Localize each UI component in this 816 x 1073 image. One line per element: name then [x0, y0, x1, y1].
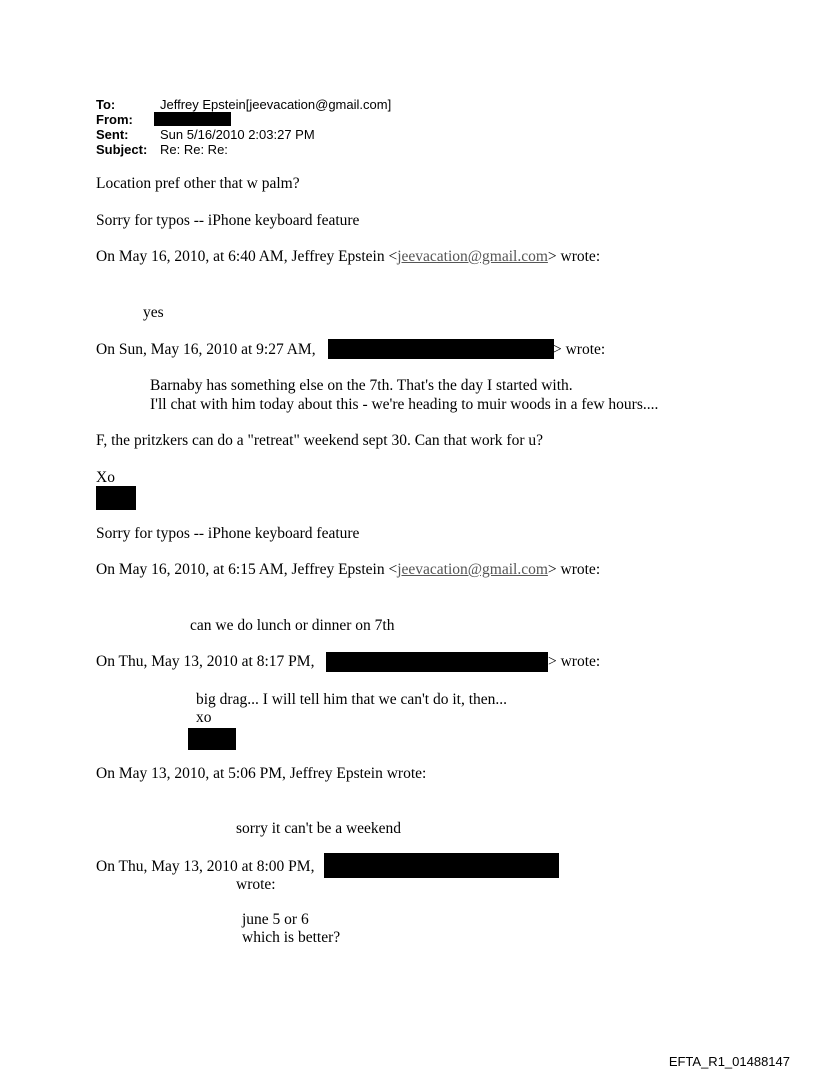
quote-header-6-wrote: wrote: — [236, 876, 276, 893]
quote-header-2-wrote: > wrote: — [553, 341, 606, 358]
subject-value: Re: Re: Re: — [160, 142, 228, 157]
body-line-xo-2: xo — [196, 709, 212, 726]
body-line-june-2: which is better? — [242, 929, 341, 946]
quote-header-2: On Sun, May 16, 2010 at 9:27 AM, — [96, 341, 316, 358]
body-line-sorry: sorry it can't be a weekend — [236, 820, 402, 837]
redaction-from — [154, 112, 231, 126]
email-link-1[interactable]: jeevacation@gmail.com — [397, 248, 548, 265]
sent-label: Sent: — [96, 127, 129, 142]
redaction-signature-1 — [96, 486, 136, 510]
redaction-sender-3 — [324, 853, 559, 878]
body-line-lunch: can we do lunch or dinner on 7th — [190, 617, 395, 634]
to-label: To: — [96, 97, 116, 112]
reply-yes: yes — [143, 304, 164, 321]
quote-header-5: On May 13, 2010, at 5:06 PM, Jeffrey Epstein wrote: — [96, 765, 427, 782]
quote-header-3 — [96, 560, 600, 579]
body-line-june-1: june 5 or 6 — [242, 911, 309, 928]
quote-header-1 — [96, 247, 600, 266]
body-line-barnaby-2: I'll chat with him today about this - we're heading to muir woods in a few hours.... — [150, 396, 659, 413]
quote-header-3-text: On May 16, 2010, at 6:15 AM, Jeffrey Epstein < — [96, 561, 398, 578]
body-line-xo-1: Xo — [96, 469, 115, 486]
redaction-signature-2 — [188, 728, 236, 750]
body-line-pritzkers: F, the pritzkers can do a "retreat" weekend sept 30. Can that work for u? — [96, 432, 543, 449]
email-link-2[interactable]: jeevacation@gmail.com — [397, 561, 548, 578]
document-id: EFTA_R1_01488147 — [668, 1054, 790, 1069]
subject-label: Subject: — [96, 142, 148, 157]
redaction-sender-2 — [326, 652, 548, 672]
from-label: From: — [96, 112, 133, 127]
to-value: Jeffrey Epstein[jeevacation@gmail.com] — [160, 97, 392, 112]
body-line-barnaby-1: Barnaby has something else on the 7th. That's the day I started with. — [150, 377, 573, 394]
body-line-location: Location pref other that w palm? — [96, 175, 300, 192]
redaction-sender-1 — [328, 339, 554, 359]
quote-header-6: On Thu, May 13, 2010 at 8:00 PM, — [96, 858, 315, 875]
quote-header-1-wrote: > wrote: — [547, 248, 601, 265]
quote-header-4: On Thu, May 13, 2010 at 8:17 PM, — [96, 653, 315, 670]
quote-header-4-wrote: > wrote: — [548, 653, 601, 670]
quote-header-1-text: On May 16, 2010, at 6:40 AM, Jeffrey Epstein < — [96, 248, 398, 265]
body-line-drag: big drag... I will tell him that we can't do it, then... — [196, 691, 508, 708]
sent-value: Sun 5/16/2010 2:03:27 PM — [160, 127, 315, 142]
signature-1: Sorry for typos -- iPhone keyboard feature — [96, 212, 360, 229]
quote-header-3-wrote: > wrote: — [547, 561, 601, 578]
signature-2: Sorry for typos -- iPhone keyboard feature — [96, 525, 360, 542]
